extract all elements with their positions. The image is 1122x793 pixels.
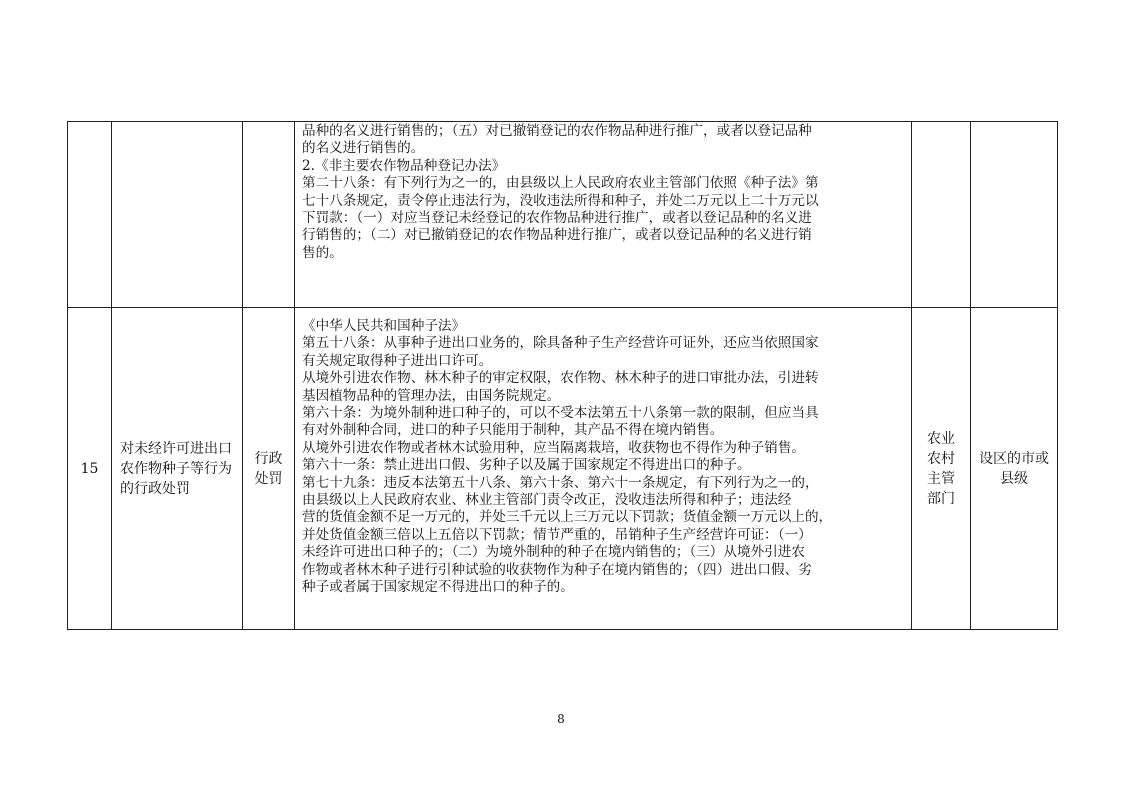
cell-department: 农业农村主管部门 — [912, 308, 971, 630]
basis-line: 未经许可进出口种子的；（二）为境外制种的种子在境内销售的；（三）从境外引进农 — [302, 544, 805, 561]
basis-line: 的名义进行销售的。 — [302, 140, 425, 157]
basis-line: 七十八条规定，责令停止违法行为，没收违法所得和种子，并处二万元以上二十万元以 — [302, 192, 819, 209]
basis-line: 从境外引进农作物、林木种子的审定权限，农作物、林木种子的进口审批办法，引进转 — [302, 370, 819, 387]
cell-item-name-empty — [112, 122, 243, 308]
cell-level: 设区的市或县级 — [971, 308, 1058, 630]
basis-line: 有对外制种合同，进口的种子只能用于制种，其产品不得在境内销售。 — [302, 422, 724, 439]
cell-number-empty — [68, 122, 112, 308]
basis-line: 第五十八条：从事种子进出口业务的，除具备种子生产经营许可证外，还应当依照国家 — [302, 335, 819, 352]
basis-line: 基因植物品种的管理办法，由国务院规定。 — [302, 387, 561, 404]
basis-line: 下罚款：（一）对应当登记未经登记的农作物品种进行推广，或者以登记品种的名义进 — [302, 210, 812, 227]
cell-department-empty — [912, 122, 971, 308]
basis-line: 并处货值金额三倍以上五倍以下罚款；情节严重的，吊销种子生产经营许可证：（一） — [302, 526, 812, 543]
basis-line: 2.《非主要农作物品种登记办法》 — [302, 157, 506, 174]
cell-number: 15 — [68, 308, 112, 630]
basis-line: 第二十八条：有下列行为之一的，由县级以上人民政府农业主管部门依照《种子法》第 — [302, 175, 819, 192]
basis-line: 种子或者属于国家规定不得进出口的种子的。 — [302, 579, 574, 596]
table-row-continued — [68, 122, 1058, 308]
basis-line: 营的货值金额不足一万元的，并处三千元以上三万元以下罚款；货值金额一万元以上的， — [302, 509, 833, 526]
basis-line: 从境外引进农作物或者林木试验用种，应当隔离栽培，收获物也不得作为种子销售。 — [302, 439, 805, 456]
basis-line: 售的。 — [302, 244, 343, 261]
basis-line: 行销售的；（二）对已撤销登记的农作物品种进行推广，或者以登记品种的名义进行销 — [302, 227, 812, 244]
basis-line: 第七十九条：违反本法第五十八条、第六十条、第六十一条规定，有下列行为之一的， — [302, 474, 819, 491]
basis-line: 有关规定取得种子进出口许可。 — [302, 352, 493, 369]
cell-category-empty — [243, 122, 295, 308]
basis-line: 由县级以上人民政府农业、林业主管部门责令改正，没收违法所得和种子；违法经 — [302, 492, 792, 509]
page-number: 8 — [557, 712, 565, 726]
table-row-15 — [68, 308, 1058, 630]
cell-legal-basis — [295, 308, 912, 630]
cell-category: 行政处罚 — [243, 308, 295, 630]
authority-table — [67, 121, 1058, 630]
basis-line: 第六十条：为境外制种进口种子的，可以不受本法第五十八条第一款的限制，但应当具 — [302, 405, 819, 422]
cell-legal-basis — [295, 122, 912, 308]
cell-item-name: 对未经许可进出口农作物种子等行为的行政处罚 — [112, 308, 243, 630]
basis-line: 品种的名义进行销售的；（五）对已撤销登记的农作物品种进行推广，或者以登记品种 — [302, 123, 812, 139]
basis-line: 《中华人民共和国种子法》 — [302, 318, 466, 334]
basis-line: 作物或者林木种子进行引种试验的收获物作为种子在境内销售的；（四）进出口假、劣 — [302, 561, 812, 578]
cell-level-empty — [971, 122, 1058, 308]
basis-line: 第六十一条：禁止进出口假、劣种子以及属于国家规定不得进出口的种子。 — [302, 457, 751, 474]
